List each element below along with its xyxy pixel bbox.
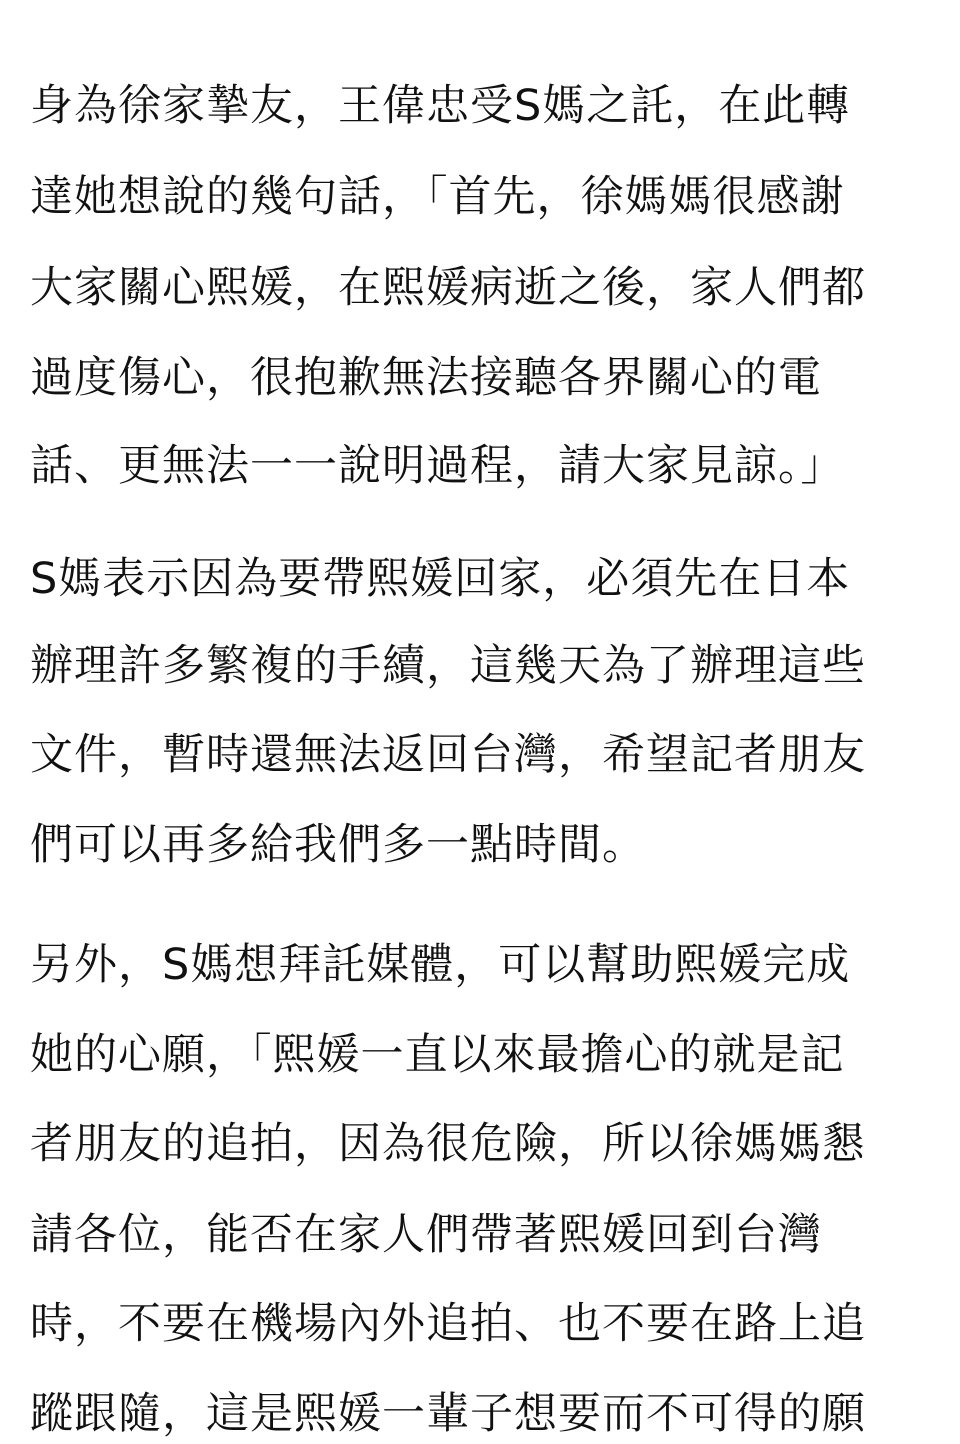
text-line: 另外，S媽想拜託媒體，可以幫助熙媛完成 xyxy=(30,940,851,990)
text-line: 大家關心熙媛，在熙媛病逝之後，家人們都 xyxy=(30,263,866,313)
text-line: 身為徐家摯友，王偉忠受S媽之託，在此轉 xyxy=(30,81,851,131)
text-line: 文件，暫時還無法返回台灣，希望記者朋友 xyxy=(30,730,866,780)
text-line: 過度傷心，很抱歉無法接聽各界關心的電 xyxy=(30,353,822,403)
text-line: 們可以再多給我們多一點時間。 xyxy=(30,820,646,870)
text-line: 者朋友的追拍，因為很危險，所以徐媽媽懇 xyxy=(30,1119,866,1169)
text-line: 時，不要在機場內外追拍、也不要在路上追 xyxy=(30,1299,866,1349)
text-line: 蹤跟隨，這是熙媛一輩子想要而不可得的願 xyxy=(30,1389,866,1439)
text-line: S媽表示因為要帶熙媛回家，必須先在日本 xyxy=(30,554,851,604)
text-line: 達她想說的幾句話，「首先，徐媽媽很感謝 xyxy=(30,172,845,222)
text-line: 她的心願，「熙媛一直以來最擔心的就是記 xyxy=(30,1030,845,1080)
text-line: 請各位，能否在家人們帶著熙媛回到台灣 xyxy=(30,1210,822,1260)
text-line: 話、更無法一一說明過程，請大家見諒。」 xyxy=(30,441,845,491)
text-line: 辦理許多繁複的手續，這幾天為了辦理這些 xyxy=(30,641,866,691)
